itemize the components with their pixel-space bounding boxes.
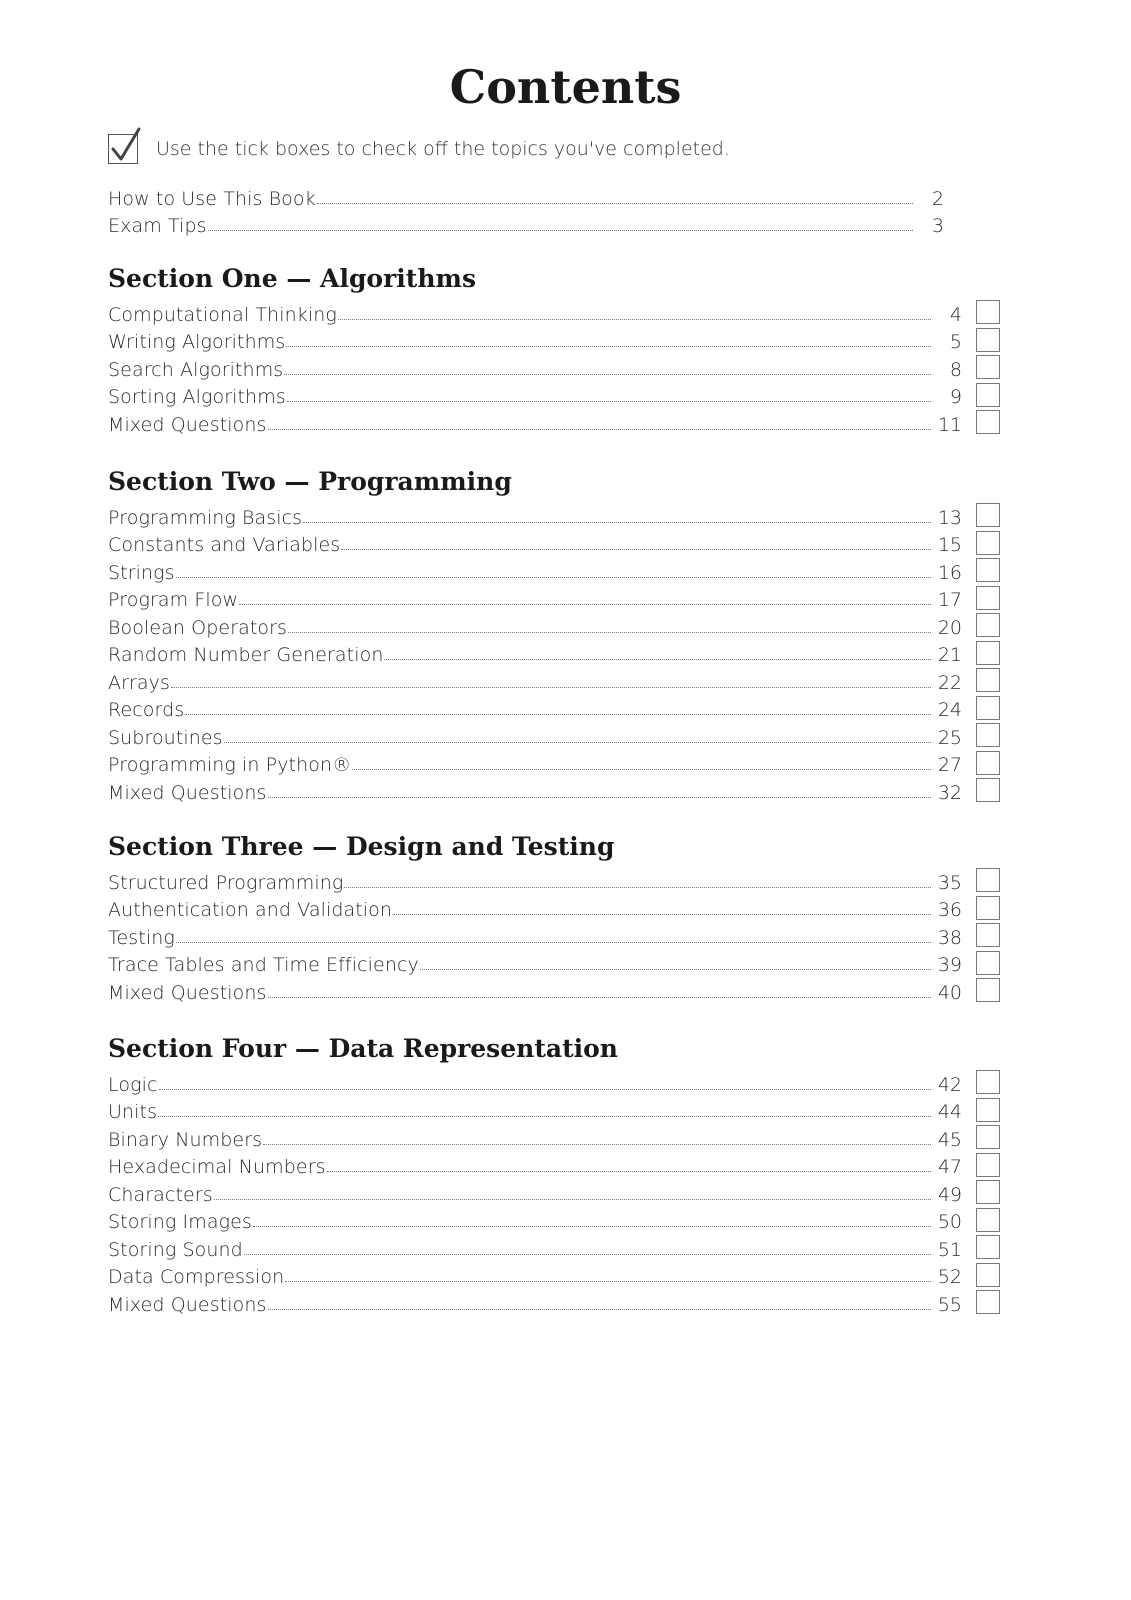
toc-entry-page: 9 (949, 386, 962, 408)
dot-leader (268, 797, 931, 798)
toc-entry-page: 40 (937, 981, 962, 1004)
tick-box[interactable] (976, 300, 1000, 324)
toc-entry[interactable] (108, 529, 1000, 557)
dot-leader (268, 429, 931, 430)
toc-entry[interactable] (108, 353, 1000, 381)
section-heading: Section Four — Data Representation (108, 1034, 618, 1063)
toc-entry-page: 42 (937, 1073, 962, 1096)
toc-entry[interactable] (108, 210, 1000, 238)
toc-entry-label: Strings (108, 561, 175, 584)
toc-entry-page: 2 (931, 187, 944, 210)
toc-entry-label: Constants and Variables (108, 534, 341, 556)
toc-entry-label: Sorting Algorithms (108, 386, 286, 408)
intro-list (108, 182, 1000, 237)
toc-entry[interactable] (108, 1151, 1000, 1179)
toc-entry-page: 38 (937, 926, 962, 949)
dot-leader (352, 769, 931, 770)
dot-leader (268, 1309, 931, 1310)
toc-entry-page: 55 (937, 1293, 962, 1316)
dot-leader (344, 887, 931, 888)
dot-leader (208, 230, 913, 231)
dot-leader (239, 604, 931, 605)
dot-leader (384, 659, 931, 660)
toc-entry-label: Data Compression (108, 1266, 285, 1288)
toc-entry-page: 44 (937, 1101, 962, 1123)
dot-leader (171, 687, 931, 688)
toc-entry-label: Program Flow (108, 589, 239, 611)
instruction-row (108, 132, 730, 166)
toc-entry[interactable] (108, 381, 1000, 409)
toc-entry-page: 27 (937, 754, 962, 776)
tick-box[interactable] (976, 1125, 1000, 1149)
toc-entry-page: 5 (949, 331, 962, 353)
section-heading: Section Two — Programming (108, 467, 512, 496)
toc-entry[interactable] (108, 1206, 1000, 1234)
tick-box[interactable] (976, 696, 1000, 720)
tick-box[interactable] (976, 723, 1000, 747)
tick-box[interactable] (976, 641, 1000, 665)
tick-box[interactable] (976, 668, 1000, 692)
toc-entry-page: 35 (937, 871, 962, 894)
tick-box[interactable] (976, 896, 1000, 920)
toc-section (108, 465, 1000, 804)
toc-entry-page: 4 (949, 303, 962, 326)
toc-entry-label: Search Algorithms (108, 358, 284, 381)
dot-leader (176, 577, 931, 578)
toc-entry-label: Structured Programming (108, 871, 344, 894)
tick-box[interactable] (976, 558, 1000, 582)
tick-box[interactable] (976, 1208, 1000, 1232)
toc-section (108, 830, 1000, 1004)
dot-leader (393, 914, 931, 915)
tick-box[interactable] (976, 868, 1000, 892)
toc-entry-page: 52 (937, 1266, 962, 1288)
toc-entry[interactable] (108, 776, 1000, 804)
toc-entry-page: 24 (937, 699, 962, 721)
toc-entry-page: 25 (937, 726, 962, 749)
toc-entry[interactable] (108, 408, 1000, 436)
toc-entry-label: Writing Algorithms (108, 331, 286, 353)
toc-entry[interactable] (108, 1123, 1000, 1151)
toc-entry[interactable] (108, 182, 1000, 210)
toc-entry-label: Storing Sound (108, 1238, 243, 1261)
toc-entry-page: 20 (937, 616, 962, 639)
toc-entry-label: Exam Tips (108, 215, 207, 237)
tick-box[interactable] (976, 751, 1000, 775)
dot-leader (214, 1199, 931, 1200)
toc-entry-label: Logic (108, 1073, 158, 1096)
toc-entry-label: Mixed Questions (108, 981, 267, 1004)
toc-entry-label: Records (108, 699, 185, 721)
tick-box[interactable] (976, 613, 1000, 637)
section-heading: Section Three — Design and Testing (108, 832, 615, 861)
toc-entry-label: Programming Basics (108, 506, 303, 529)
toc-section (108, 262, 1000, 436)
toc-entry[interactable] (108, 1233, 1000, 1261)
toc-entry-page: 39 (937, 954, 962, 976)
toc-entry[interactable] (108, 1288, 1000, 1316)
tick-box[interactable] (976, 1098, 1000, 1122)
toc-entry[interactable] (108, 1261, 1000, 1289)
toc-entry-label: Mixed Questions (108, 781, 267, 804)
dot-leader (303, 522, 931, 523)
checkmark-icon (108, 134, 138, 164)
toc-entry-page: 32 (937, 781, 962, 804)
dot-leader (244, 1254, 931, 1255)
toc-entry-page: 21 (937, 644, 962, 666)
tick-box[interactable] (976, 1070, 1000, 1094)
toc-entry-page: 3 (931, 215, 944, 237)
page-title: Contents (449, 60, 682, 114)
toc-entry[interactable] (108, 976, 1000, 1004)
dot-leader (338, 319, 931, 320)
dot-leader (185, 714, 931, 715)
toc-entry-label: How to Use This Book (108, 187, 316, 210)
toc-entry[interactable] (108, 666, 1000, 694)
tick-box[interactable] (976, 778, 1000, 802)
toc-entry-label: Mixed Questions (108, 1293, 267, 1316)
toc-entry-page: 50 (937, 1211, 962, 1233)
toc-entry[interactable] (108, 501, 1000, 529)
tick-box[interactable] (976, 978, 1000, 1002)
toc-section (108, 1032, 1000, 1316)
dot-leader (284, 374, 931, 375)
toc-entry[interactable] (108, 298, 1000, 326)
toc-entry-label: Binary Numbers (108, 1128, 263, 1151)
dot-leader (341, 549, 931, 550)
toc-entry-page: 47 (937, 1156, 962, 1178)
tick-box[interactable] (976, 1180, 1000, 1204)
toc-entry-page: 11 (937, 413, 962, 436)
toc-entry-label: Trace Tables and Time Efficiency (108, 954, 419, 976)
tick-box[interactable] (976, 586, 1000, 610)
toc-entry[interactable] (108, 556, 1000, 584)
toc-entry[interactable] (108, 921, 1000, 949)
toc-entry[interactable] (108, 694, 1000, 722)
tick-box[interactable] (976, 328, 1000, 352)
tick-box[interactable] (976, 1235, 1000, 1259)
dot-leader (420, 969, 931, 970)
toc-entry[interactable] (108, 866, 1000, 894)
tick-box[interactable] (976, 531, 1000, 555)
toc-entry-label: Subroutines (108, 726, 223, 749)
dot-leader (317, 203, 913, 204)
section-heading: Section One — Algorithms (108, 264, 477, 293)
toc-entry-page: 22 (937, 671, 962, 694)
toc-entry-page: 13 (937, 506, 962, 529)
tick-box[interactable] (976, 1263, 1000, 1287)
toc-entry-label: Testing (108, 926, 175, 949)
toc-entry[interactable] (108, 721, 1000, 749)
toc-entry[interactable] (108, 949, 1000, 977)
dot-leader (268, 997, 931, 998)
toc-entry[interactable] (108, 1178, 1000, 1206)
toc-entry-label: Boolean Operators (108, 616, 288, 639)
toc-entry-label: Hexadecimal Numbers (108, 1156, 326, 1178)
toc-entry-label: Storing Images (108, 1211, 252, 1233)
toc-entry-label: Random Number Generation (108, 644, 384, 666)
dot-leader (286, 346, 931, 347)
dot-leader (263, 1144, 931, 1145)
dot-leader (285, 1281, 931, 1282)
dot-leader (176, 942, 931, 943)
dot-leader (253, 1226, 931, 1227)
toc-entry-label: Computational Thinking (108, 303, 337, 326)
toc-entry[interactable] (108, 1068, 1000, 1096)
toc-entry-page: 15 (937, 534, 962, 556)
toc-entry-page: 51 (937, 1238, 962, 1261)
toc-entry-page: 45 (937, 1128, 962, 1151)
toc-entry-label: Mixed Questions (108, 413, 267, 436)
dot-leader (159, 1089, 931, 1090)
toc-entry-page: 36 (937, 899, 962, 921)
toc-entry-page: 16 (937, 561, 962, 584)
toc-entry[interactable] (108, 584, 1000, 612)
toc-entry-page: 49 (937, 1183, 962, 1206)
toc-entry[interactable] (108, 326, 1000, 354)
tick-box[interactable] (976, 355, 1000, 379)
tick-box[interactable] (976, 410, 1000, 434)
toc-entry-page: 8 (949, 358, 962, 381)
dot-leader (327, 1171, 931, 1172)
tick-box[interactable] (976, 503, 1000, 527)
tick-box[interactable] (976, 383, 1000, 407)
toc-entry-page: 17 (937, 589, 962, 611)
toc-entry-label: Units (108, 1101, 158, 1123)
tick-box[interactable] (976, 923, 1000, 947)
dot-leader (287, 401, 931, 402)
toc-entry[interactable] (108, 749, 1000, 777)
toc-entry[interactable] (108, 1096, 1000, 1124)
dot-leader (224, 742, 931, 743)
dot-leader (158, 1116, 931, 1117)
toc-entry-label: Arrays (108, 671, 171, 694)
toc-entry-label: Authentication and Validation (108, 899, 393, 921)
tick-box[interactable] (976, 1290, 1000, 1314)
toc-entry-label: Characters (108, 1183, 213, 1206)
dot-leader (288, 632, 931, 633)
toc-entry[interactable] (108, 611, 1000, 639)
toc-entry[interactable] (108, 639, 1000, 667)
toc-entry[interactable] (108, 894, 1000, 922)
tick-box[interactable] (976, 1153, 1000, 1177)
instruction-text: Use the tick boxes to check off the topics you've completed. (156, 138, 730, 160)
toc-entry-label: Programming in Python® (108, 754, 352, 776)
tick-box[interactable] (976, 951, 1000, 975)
